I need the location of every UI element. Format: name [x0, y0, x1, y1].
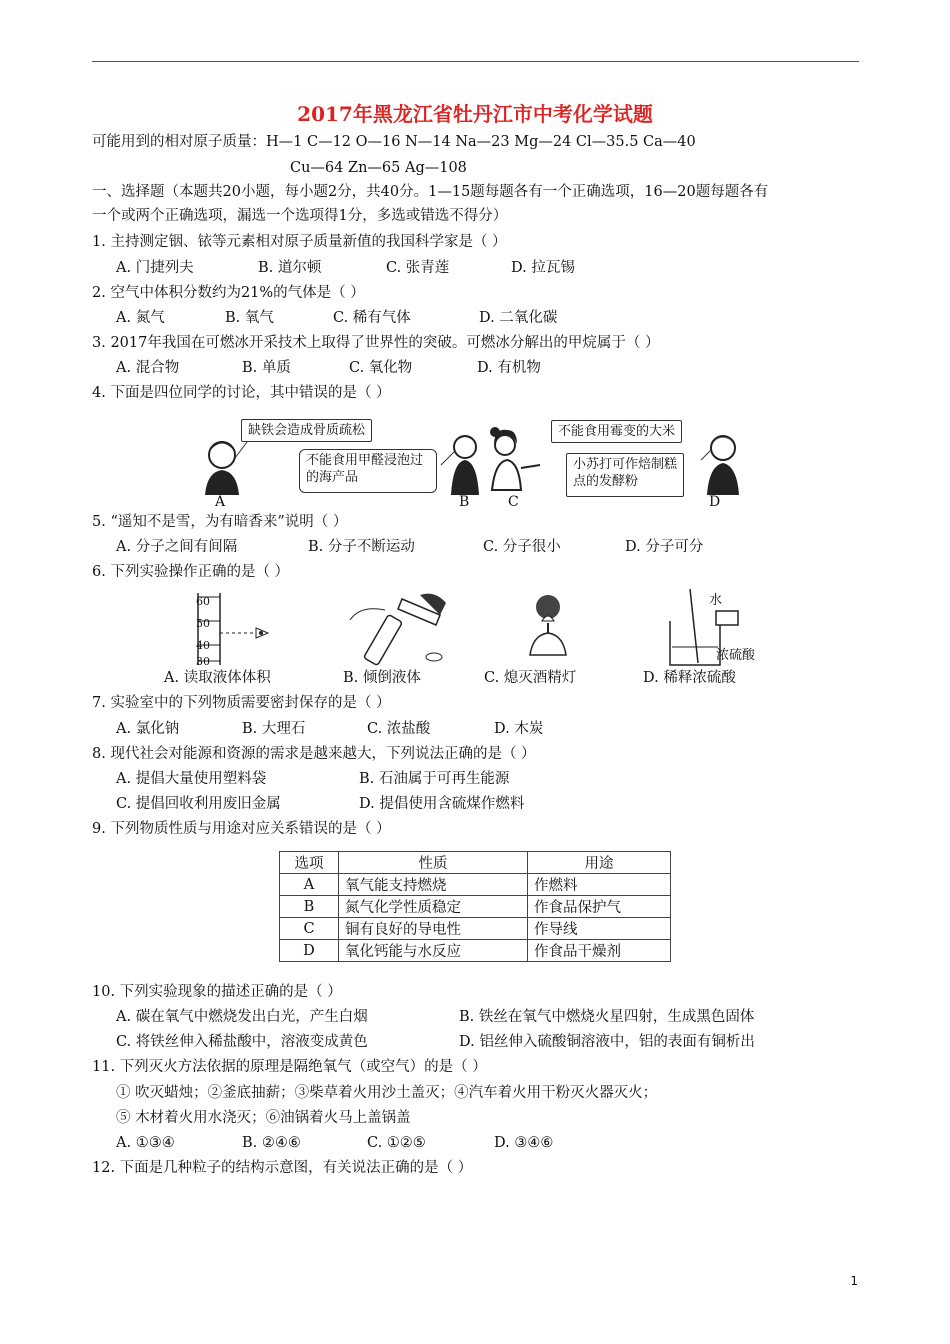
cylinder-mark-40: 40 — [196, 639, 210, 652]
q5-option-a[interactable]: A. 分子之间有间隔 — [116, 539, 238, 555]
q1-option-d[interactable]: D. 拉瓦锡 — [511, 260, 575, 276]
table-cell: 铜有良好的导电性 — [339, 918, 528, 940]
q1-option-b[interactable]: B. 道尔顿 — [258, 260, 322, 276]
table-header: 性质 — [339, 852, 528, 874]
q2-option-b[interactable]: B. 氧气 — [225, 310, 274, 326]
q7-option-d[interactable]: D. 木炭 — [494, 721, 544, 737]
q6-option-b[interactable]: B. 倾倒液体 — [343, 670, 421, 686]
table-cell: 氧气能支持燃烧 — [339, 874, 528, 896]
q4-stem: 4. 下面是四位同学的讨论，其中错误的是（ ） — [92, 385, 391, 401]
q3-option-b[interactable]: B. 单质 — [242, 360, 291, 376]
q5-option-d[interactable]: D. 分子可分 — [625, 539, 704, 555]
q6-option-d[interactable]: D. 稀释浓硫酸 — [643, 670, 736, 686]
q2-option-c[interactable]: C. 稀有气体 — [333, 310, 411, 326]
q8-stem: 8. 现代社会对能源和资源的需求是越来越大，下列说法正确的是（ ） — [92, 746, 536, 762]
q2-option-d[interactable]: D. 二氧化碳 — [479, 310, 558, 326]
q4-bubble-c: 不能食用霉变的大米 — [551, 420, 682, 443]
student-c-figure — [490, 427, 540, 490]
q5-option-b[interactable]: B. 分子不断运动 — [308, 539, 415, 555]
q7-stem: 7. 实验室中的下列物质需要密封保存的是（ ） — [92, 695, 391, 711]
water-label: 水 — [709, 593, 723, 608]
table-cell: A — [280, 874, 339, 896]
student-a-figure — [205, 441, 247, 495]
q11-option-c[interactable]: C. ①②⑤ — [367, 1135, 426, 1151]
q8-option-d[interactable]: D. 提倡使用含硫煤作燃料 — [359, 796, 525, 812]
table-cell: C — [280, 918, 339, 940]
q5-stem: 5. “遥知不是雪，为有暗香来”说明（ ） — [92, 514, 348, 530]
q11-option-d[interactable]: D. ③④⑥ — [494, 1135, 554, 1151]
q4-label-c: C — [508, 494, 519, 510]
q11-option-b[interactable]: B. ②④⑥ — [242, 1135, 301, 1151]
q6-stem: 6. 下列实验操作正确的是（ ） — [92, 564, 290, 580]
table-cell: 作食品保护气 — [528, 896, 671, 918]
q3-option-a[interactable]: A. 混合物 — [116, 360, 180, 376]
section-instructions-1: 一、选择题（本题共20小题，每小题2分，共40分。1—15题每题各有一个正确选项，16—20题每题各有 — [92, 184, 769, 200]
q11-items-line-2: ⑤ 木材着火用水浇灭；⑥油锅着火马上盖锅盖 — [116, 1110, 411, 1126]
table-cell: 氮气化学性质稳定 — [339, 896, 528, 918]
table-cell: 作导线 — [528, 918, 671, 940]
table-row — [280, 918, 671, 940]
section-instructions-2: 一个或两个正确选项，漏选一个选项得1分，多选或错选不得分） — [92, 208, 508, 224]
q11-option-a[interactable]: A. ①③④ — [116, 1135, 175, 1151]
table-row — [280, 874, 671, 896]
q8-option-a[interactable]: A. 提倡大量使用塑料袋 — [116, 771, 267, 787]
table-cell: D — [280, 940, 339, 962]
table-row — [280, 940, 671, 962]
q2-option-a[interactable]: A. 氮气 — [116, 310, 165, 326]
student-b-figure — [441, 436, 479, 495]
q3-option-c[interactable]: C. 氧化物 — [349, 360, 413, 376]
q4-label-a: A — [215, 494, 226, 510]
table-header: 用途 — [528, 852, 671, 874]
q8-option-b[interactable]: B. 石油属于可再生能源 — [359, 771, 510, 787]
table-cell: B — [280, 896, 339, 918]
table-header-row — [280, 852, 671, 874]
q7-option-b[interactable]: B. 大理石 — [242, 721, 306, 737]
q10-option-a[interactable]: A. 碳在氧气中燃烧发出白光，产生白烟 — [116, 1009, 368, 1025]
q1-option-c[interactable]: C. 张青莲 — [386, 260, 450, 276]
pouring-liquid-figure — [350, 594, 446, 666]
q4-bubble-d: 小苏打可作焙制糕点的发酵粉 — [566, 453, 684, 497]
q7-option-a[interactable]: A. 氯化钠 — [116, 721, 180, 737]
atomic-mass-line-2: Cu—64 Zn—65 Ag—108 — [290, 160, 467, 176]
q9-table — [279, 851, 671, 962]
atomic-mass-line-1: 可能用到的相对原子质量：H—1 C—12 O—16 N—14 Na—23 Mg—24 Cl—35.5 Ca—40 — [92, 134, 696, 150]
q10-option-d[interactable]: D. 铝丝伸入硫酸铜溶液中，铝的表面有铜析出 — [459, 1034, 755, 1050]
page-number: 1 — [850, 1274, 858, 1288]
q5-option-c[interactable]: C. 分子很小 — [483, 539, 561, 555]
student-d-figure — [701, 436, 739, 495]
q1-option-a[interactable]: A. 门捷列夫 — [116, 260, 194, 276]
q3-stem: 3. 2017年我国在可燃冰开采技术上取得了世界性的突破。可燃冰分解出的甲烷属于（ ） — [92, 335, 660, 351]
q4-bubble-b: 不能食用甲醛浸泡过的海产品 — [299, 449, 437, 493]
q12-stem: 12. 下面是几种粒子的结构示意图，有关说法正确的是（ ） — [92, 1160, 473, 1176]
table-row — [280, 896, 671, 918]
q6-experiment-figures — [190, 585, 770, 670]
page-title: 2017年黑龙江省牡丹江市中考化学试题 — [297, 102, 653, 126]
q6-option-a[interactable]: A. 读取液体体积 — [164, 670, 271, 686]
q9-stem: 9. 下列物质性质与用途对应关系错误的是（ ） — [92, 821, 391, 837]
table-cell: 作燃料 — [528, 874, 671, 896]
q3-option-d[interactable]: D. 有机物 — [477, 360, 541, 376]
header-rule — [92, 61, 859, 62]
q10-option-b[interactable]: B. 铁丝在氧气中燃烧火星四射，生成黑色固体 — [459, 1009, 755, 1025]
q8-option-c[interactable]: C. 提倡回收利用废旧金属 — [116, 796, 281, 812]
q2-stem: 2. 空气中体积分数约为21%的气体是（ ） — [92, 285, 365, 301]
q10-stem: 10. 下列实验现象的描述正确的是（ ） — [92, 984, 342, 1000]
q4-bubble-a: 缺铁会造成骨质疏松 — [241, 419, 372, 442]
cylinder-mark-50: 50 — [196, 617, 210, 630]
table-cell: 氧化钙能与水反应 — [339, 940, 528, 962]
q1-stem: 1. 主持测定铟、铱等元素相对原子质量新值的我国科学家是（ ） — [92, 234, 507, 250]
cylinder-mark-60: 60 — [196, 595, 210, 608]
acid-label: 浓硫酸 — [716, 648, 756, 663]
q11-items-line-1: ① 吹灭蜡烛；②釜底抽薪；③柴草着火用沙土盖灭；④汽车着火用干粉灭火器灭火； — [116, 1085, 658, 1101]
cylinder-mark-30: 30 — [196, 655, 210, 668]
table-header: 选项 — [280, 852, 339, 874]
q11-stem: 11. 下列灭火方法依据的原理是隔绝氧气（或空气）的是（ ） — [92, 1059, 487, 1075]
q4-label-b: B — [459, 494, 470, 510]
q4-label-d: D — [709, 494, 721, 510]
q10-option-c[interactable]: C. 将铁丝伸入稀盐酸中，溶液变成黄色 — [116, 1034, 368, 1050]
table-cell: 作食品干燥剂 — [528, 940, 671, 962]
alcohol-lamp-figure — [530, 595, 566, 655]
q7-option-c[interactable]: C. 浓盐酸 — [367, 721, 431, 737]
q6-option-c[interactable]: C. 熄灭酒精灯 — [484, 670, 577, 686]
